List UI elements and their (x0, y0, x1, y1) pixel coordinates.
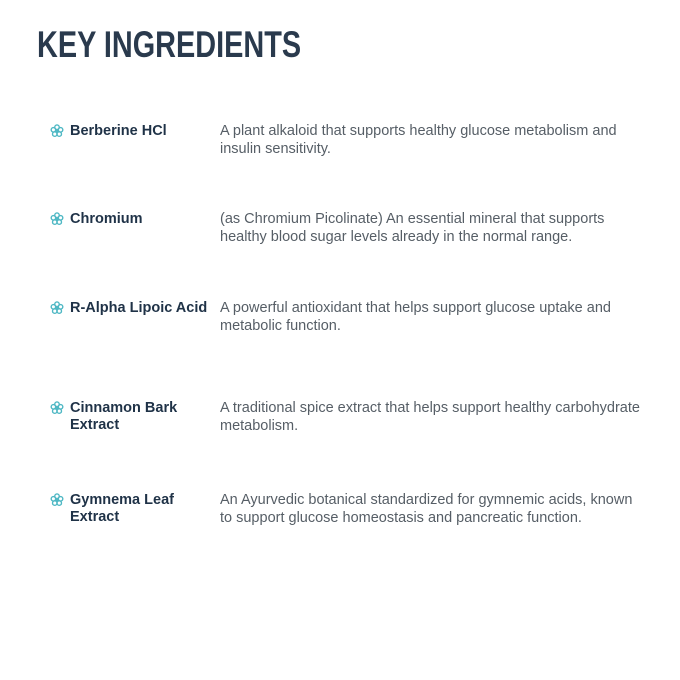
ingredient-name: R-Alpha Lipoic Acid (70, 300, 208, 316)
flower-icon (50, 124, 64, 138)
ingredient-description: A traditional spice extract that helps support healthy carbohydrate metabolism. (220, 400, 640, 434)
ingredient-name: Cinnamon Bark Extract (70, 400, 178, 433)
flower-icon (50, 212, 64, 226)
flower-icon (50, 493, 64, 507)
flower-icon (50, 401, 64, 415)
ingredient-description: A plant alkaloid that supports healthy glucose metabolism and insulin sensitivity. (220, 123, 617, 157)
ingredient-name: Chromium (70, 211, 143, 227)
ingredient-description: An Ayurvedic botanical standardized for gymnemic acids, known to support glucose homeostasis and pancreatic function. (220, 492, 633, 526)
ingredient-description: (as Chromium Picolinate) An essential mineral that supports healthy blood sugar levels already in the normal range. (220, 211, 605, 245)
ingredient-name: Berberine HCl (70, 123, 167, 139)
ingredient-name: Gymnema Leaf Extract (70, 492, 174, 525)
ingredient-description: A powerful antioxidant that helps support glucose uptake and metabolic function. (220, 300, 611, 334)
page-title: KEY INGREDIENTS (37, 24, 302, 65)
flower-icon (50, 301, 64, 315)
